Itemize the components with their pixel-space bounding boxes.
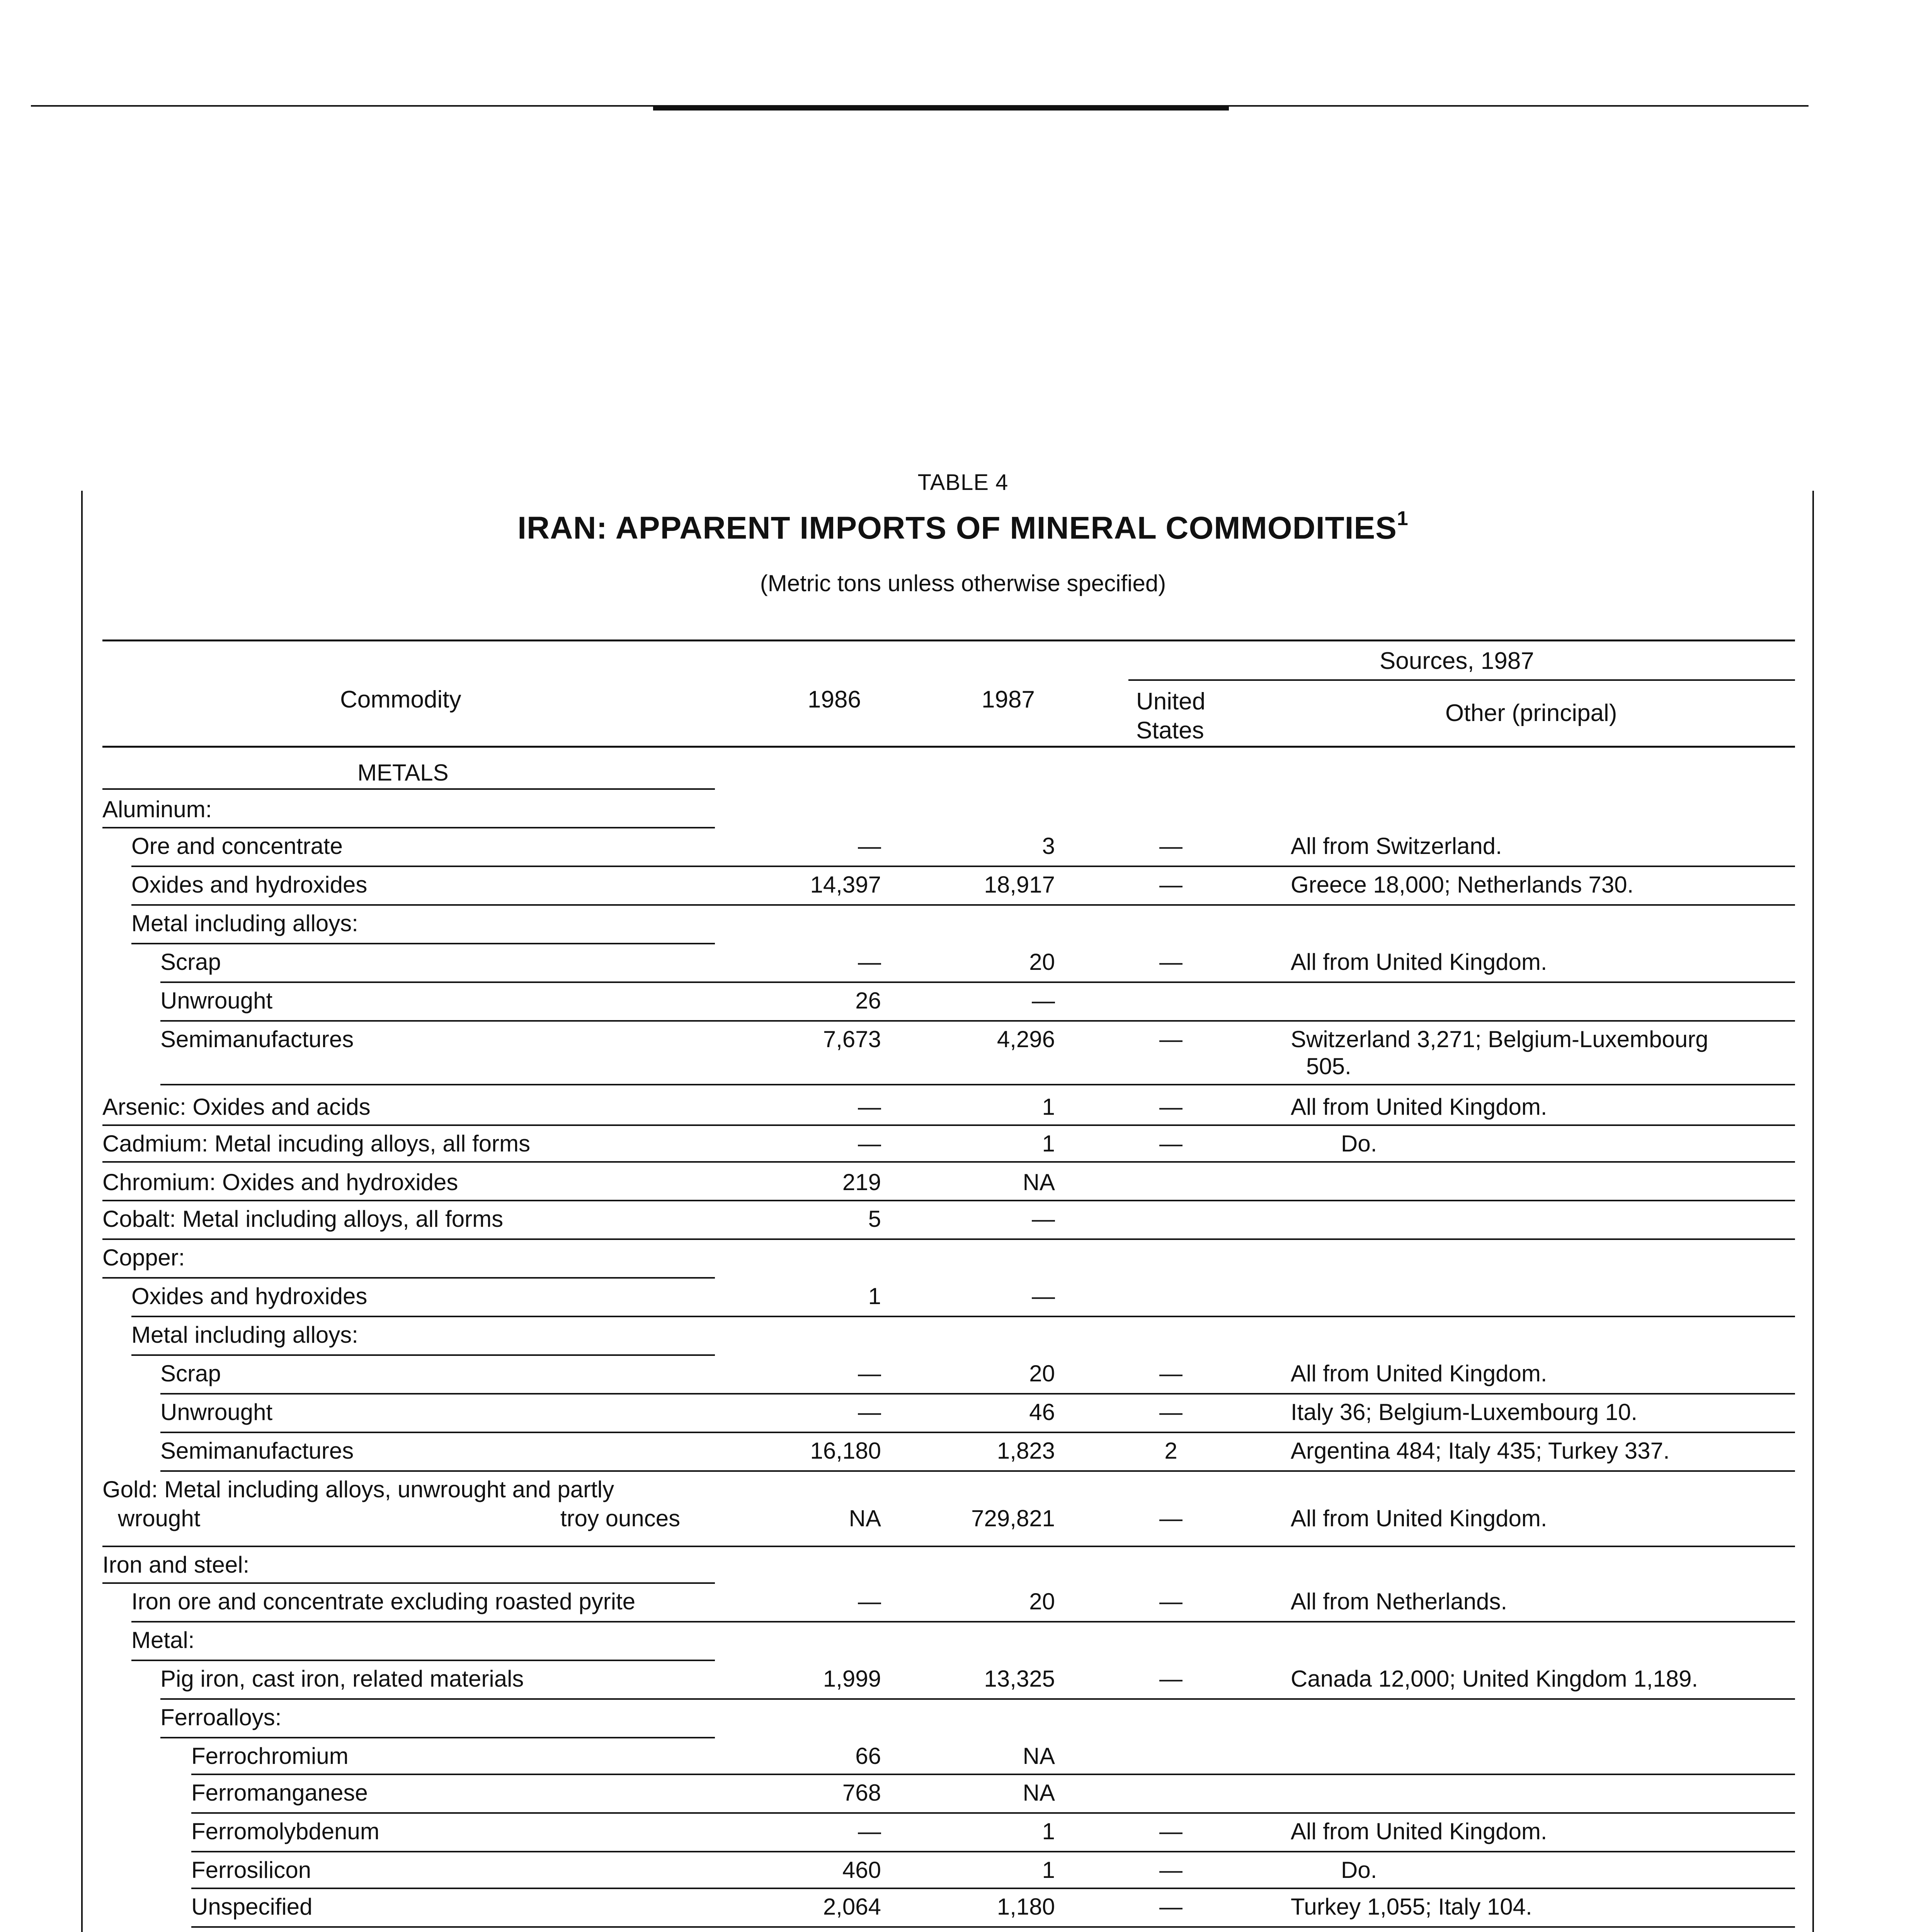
row-label: Metal including alloys: bbox=[131, 910, 358, 936]
source-other-cont: 505. bbox=[1306, 1053, 1351, 1079]
row-label: Cadmium: Metal incuding alloys, all forms bbox=[102, 1131, 531, 1156]
section-rule bbox=[102, 788, 715, 790]
value-1986: 66 bbox=[855, 1743, 881, 1769]
row-rule bbox=[102, 1238, 1795, 1240]
row-rule bbox=[160, 1737, 715, 1738]
header-1986: 1986 bbox=[808, 686, 861, 713]
source-other: Italy 36; Belgium-Luxembourg 10. bbox=[1291, 1399, 1638, 1425]
header-us-line2: States bbox=[1136, 717, 1204, 744]
row-rule bbox=[131, 1316, 1795, 1317]
row-rule bbox=[102, 1124, 1795, 1126]
row-label: Semimanufactures bbox=[160, 1026, 354, 1052]
row-rule bbox=[160, 1084, 1795, 1085]
row-label: Metal: bbox=[131, 1627, 195, 1653]
value-1986: 460 bbox=[842, 1857, 881, 1883]
value-1986: 1 bbox=[868, 1283, 881, 1309]
row-label: Semimanufactures bbox=[160, 1438, 354, 1464]
row-rule bbox=[131, 1660, 715, 1661]
row-rule bbox=[160, 1432, 1795, 1433]
value-1987: 1 bbox=[1042, 1857, 1055, 1883]
row-label: Oxides and hydroxides bbox=[131, 1283, 368, 1309]
source-other: All from Netherlands. bbox=[1291, 1588, 1507, 1614]
value-united-states: — bbox=[1159, 1131, 1182, 1156]
row-rule bbox=[191, 1812, 1795, 1814]
value-1986: — bbox=[858, 1094, 881, 1120]
value-1987: 1 bbox=[1042, 1818, 1055, 1844]
value-united-states: — bbox=[1159, 1818, 1182, 1844]
value-united-states: — bbox=[1159, 1026, 1182, 1052]
value-united-states: — bbox=[1159, 1094, 1182, 1120]
value-united-states: — bbox=[1159, 1666, 1182, 1692]
row-rule bbox=[191, 1851, 1795, 1852]
value-1987: — bbox=[1032, 988, 1055, 1014]
value-1987: — bbox=[1032, 1206, 1055, 1232]
row-label: Scrap bbox=[160, 949, 221, 975]
row-label: Pig iron, cast iron, related materials bbox=[160, 1666, 524, 1692]
row-label: Ferromanganese bbox=[191, 1780, 368, 1806]
value-1986: 16,180 bbox=[810, 1438, 881, 1464]
value-united-states: — bbox=[1159, 1588, 1182, 1614]
row-label: Metal including alloys: bbox=[131, 1322, 358, 1348]
value-1987: NA bbox=[1023, 1169, 1055, 1195]
value-1987: 1,180 bbox=[997, 1894, 1055, 1920]
row-rule bbox=[102, 1161, 1795, 1163]
row-unit: troy ounces bbox=[560, 1505, 681, 1531]
value-1987: NA bbox=[1023, 1780, 1055, 1806]
value-1986: NA bbox=[849, 1505, 881, 1531]
value-1986: 2,064 bbox=[823, 1894, 881, 1920]
section-metals: METALS bbox=[357, 760, 449, 786]
row-rule bbox=[160, 981, 1795, 983]
value-1986: 7,673 bbox=[823, 1026, 881, 1052]
header-us-line1: United bbox=[1136, 688, 1206, 715]
value-united-states: — bbox=[1159, 949, 1182, 975]
value-united-states: — bbox=[1159, 1399, 1182, 1425]
row-rule bbox=[102, 1277, 715, 1279]
header-1987: 1987 bbox=[982, 686, 1035, 713]
value-1986: 26 bbox=[855, 988, 881, 1014]
value-1986: 768 bbox=[842, 1780, 881, 1806]
row-rule bbox=[102, 1546, 1795, 1547]
value-1986: — bbox=[858, 1399, 881, 1425]
source-other: All from United Kingdom. bbox=[1291, 1505, 1547, 1531]
row-label: Gold: Metal including alloys, unwrought and partly bbox=[102, 1476, 614, 1502]
header-top-rule bbox=[102, 639, 1795, 641]
value-1986: 5 bbox=[868, 1206, 881, 1232]
value-1986: — bbox=[858, 1588, 881, 1614]
value-1987: 3 bbox=[1042, 833, 1055, 859]
value-1987: 4,296 bbox=[997, 1026, 1055, 1052]
value-1986: — bbox=[858, 1361, 881, 1386]
source-other: All from United Kingdom. bbox=[1291, 949, 1547, 975]
row-rule bbox=[131, 904, 1795, 906]
source-other: Do. bbox=[1341, 1131, 1377, 1156]
value-1987: 46 bbox=[1029, 1399, 1055, 1425]
value-united-states: — bbox=[1159, 1894, 1182, 1920]
row-label: Aluminum: bbox=[102, 796, 212, 822]
value-1987: — bbox=[1032, 1283, 1055, 1309]
row-rule bbox=[131, 1621, 1795, 1622]
row-label: Iron ore and concentrate excluding roasted pyrite bbox=[131, 1588, 636, 1614]
value-1986: — bbox=[858, 949, 881, 975]
row-rule bbox=[160, 1470, 1795, 1472]
value-united-states: 2 bbox=[1164, 1438, 1177, 1464]
source-other: Canada 12,000; United Kingdom 1,189. bbox=[1291, 1666, 1698, 1692]
source-other: All from United Kingdom. bbox=[1291, 1094, 1547, 1120]
value-1987: 20 bbox=[1029, 1361, 1055, 1386]
top-rule-bold bbox=[653, 105, 1229, 111]
row-label-cont: wrought bbox=[118, 1505, 201, 1531]
row-rule bbox=[191, 1774, 1795, 1775]
row-label: Chromium: Oxides and hydroxides bbox=[102, 1169, 458, 1195]
row-label: Scrap bbox=[160, 1361, 221, 1386]
row-rule bbox=[102, 1200, 1795, 1201]
source-other: Switzerland 3,271; Belgium-Luxembourg bbox=[1291, 1026, 1708, 1052]
value-1987: 1 bbox=[1042, 1094, 1055, 1120]
header-other: Other (principal) bbox=[1445, 700, 1617, 726]
row-label: Unspecified bbox=[191, 1894, 313, 1920]
value-1987: 20 bbox=[1029, 949, 1055, 975]
row-label: Oxides and hydroxides bbox=[131, 872, 368, 898]
sources-rule bbox=[1128, 679, 1795, 681]
row-rule bbox=[160, 1020, 1795, 1022]
value-1987: 18,917 bbox=[984, 872, 1055, 898]
row-label: Ferrosilicon bbox=[191, 1857, 311, 1883]
value-1986: — bbox=[858, 1818, 881, 1844]
table-subtitle: (Metric tons unless otherwise specified) bbox=[760, 570, 1166, 596]
row-rule bbox=[102, 827, 715, 828]
source-other: All from United Kingdom. bbox=[1291, 1361, 1547, 1386]
header-bottom-rule bbox=[102, 746, 1795, 748]
value-1986: 219 bbox=[842, 1169, 881, 1195]
source-other: All from Switzerland. bbox=[1291, 833, 1502, 859]
row-label: Arsenic: Oxides and acids bbox=[102, 1094, 371, 1120]
row-label: Unwrought bbox=[160, 988, 273, 1014]
table-label: TABLE 4 bbox=[917, 470, 1009, 495]
table-title: IRAN: APPARENT IMPORTS OF MINERAL COMMODITIES$^1$ bbox=[517, 507, 1409, 546]
left-margin-line bbox=[81, 491, 83, 1932]
header-sources: Sources, 1987 bbox=[1380, 648, 1534, 674]
value-united-states: — bbox=[1159, 872, 1182, 898]
row-label: Ferromolybdenum bbox=[191, 1818, 379, 1844]
value-1987: 20 bbox=[1029, 1588, 1055, 1614]
row-label: Copper: bbox=[102, 1245, 185, 1270]
value-united-states: — bbox=[1159, 833, 1182, 859]
row-rule bbox=[131, 1354, 715, 1356]
source-other: Argentina 484; Italy 435; Turkey 337. bbox=[1291, 1438, 1670, 1464]
title-footnote-mark: 1 bbox=[1397, 507, 1409, 530]
row-rule bbox=[191, 1888, 1795, 1889]
row-label: Iron and steel: bbox=[102, 1552, 250, 1578]
row-rule bbox=[131, 943, 715, 944]
row-label: Unwrought bbox=[160, 1399, 273, 1425]
header-commodity: Commodity bbox=[340, 686, 461, 713]
right-margin-line bbox=[1812, 491, 1814, 1932]
row-rule bbox=[102, 1582, 715, 1584]
row-rule bbox=[160, 1393, 1795, 1395]
source-other: Do. bbox=[1341, 1857, 1377, 1883]
row-label: Ore and concentrate bbox=[131, 833, 343, 859]
value-united-states: — bbox=[1159, 1857, 1182, 1883]
source-other: All from United Kingdom. bbox=[1291, 1818, 1547, 1844]
source-other: Greece 18,000; Netherlands 730. bbox=[1291, 872, 1634, 898]
row-rule bbox=[131, 866, 1795, 867]
row-rule bbox=[160, 1698, 1795, 1700]
row-label: Ferroalloys: bbox=[160, 1704, 282, 1730]
value-1987: 729,821 bbox=[971, 1505, 1055, 1531]
value-1987: 1,823 bbox=[997, 1438, 1055, 1464]
value-1986: — bbox=[858, 833, 881, 859]
value-1987: 1 bbox=[1042, 1131, 1055, 1156]
value-united-states: — bbox=[1159, 1361, 1182, 1386]
row-label: Cobalt: Metal including alloys, all forms bbox=[102, 1206, 504, 1232]
value-1986: — bbox=[858, 1131, 881, 1156]
row-rule bbox=[191, 1926, 1795, 1928]
row-label: Ferrochromium bbox=[191, 1743, 349, 1769]
value-1987: 13,325 bbox=[984, 1666, 1055, 1692]
source-other: Turkey 1,055; Italy 104. bbox=[1291, 1894, 1532, 1920]
value-1987: NA bbox=[1023, 1743, 1055, 1769]
value-1986: 14,397 bbox=[810, 872, 881, 898]
value-1986: 1,999 bbox=[823, 1666, 881, 1692]
value-united-states: — bbox=[1159, 1505, 1182, 1531]
